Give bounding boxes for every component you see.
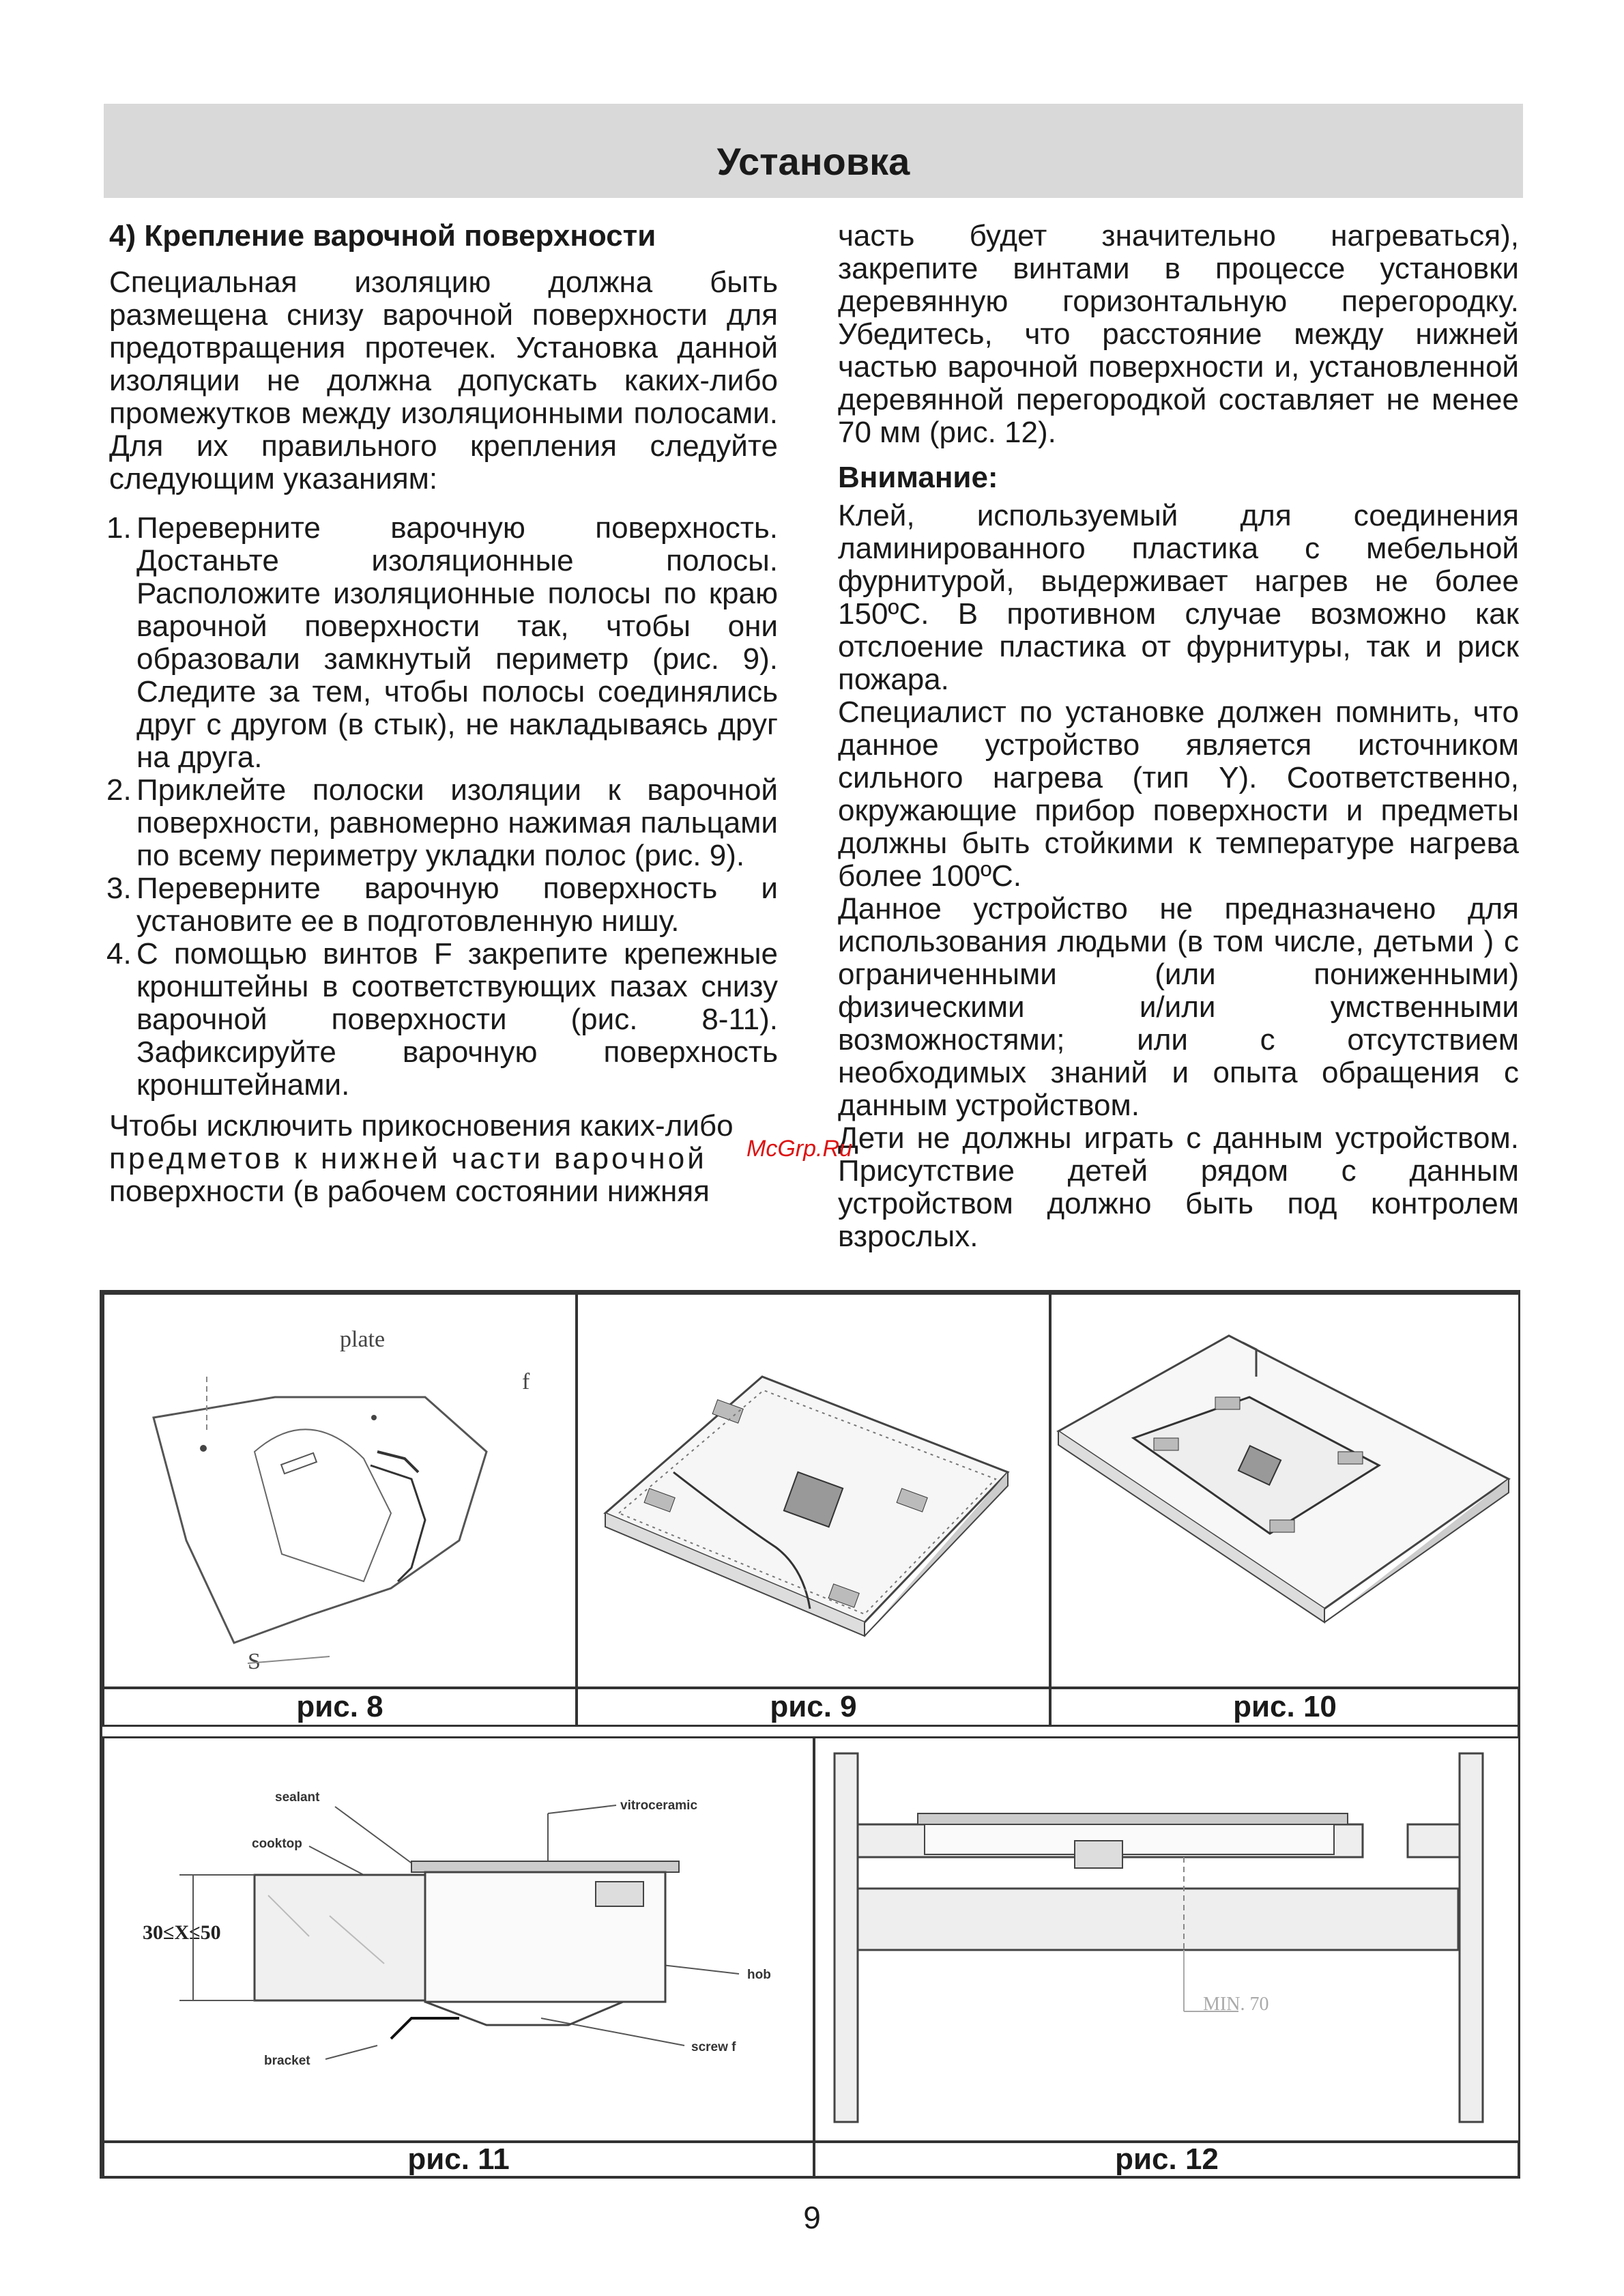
continuation-paragraph: часть будет значительно нагреваться), закрепите винтами в процессе установки деревянную горизонтальную перегородку. Убедитесь, что расстояние между нижней частью варочной поверхности и, установленной деревянной перегородкой составляет не менее 70 мм (рис. 12). (838, 219, 1519, 449)
step-text: С помощью винтов F закрепите крепежные кронштейны в соответствующих пазах снизу варочной поверхности (рис. 8-11). Зафиксируйте варочную поверхность кронштейнами. (136, 937, 778, 1102)
right-column (838, 220, 1519, 1253)
fig8-label-plate: plate (340, 1327, 386, 1352)
section-title: Установка (716, 140, 910, 183)
attention-heading: Внимание: (838, 461, 998, 494)
fig8-label-s: S (248, 1649, 261, 1674)
fig11-label-hob: hob (747, 1968, 771, 1982)
figure-12-drawing (815, 1738, 1518, 2141)
step-text: Переверните варочную поверхность. Достаньте изоляционные полосы. Расположите изоляционные полосы по краю варочной поверхности так, чтобы они образовали замкнутый периметр (рис. 9). Следите за тем, чтобы полосы соединялись друг с другом (в стык), не накладываясь друг на друга. (136, 511, 778, 774)
attention-paragraph: Дети не должны играть с данным устройством. Присутствие детей рядом с данным устройством должно быть под контролем взрослых. (838, 1121, 1519, 1253)
left-column (106, 219, 778, 1208)
step-text: Приклейте полоски изоляции к варочной поверхности, равномерно нажимая пальцами по всему периметру укладки полос (рис. 9). (136, 773, 778, 872)
attention-paragraph: Клей, используемый для соединения ламинированного пластика с мебельной фурнитурой, выдерживает нагрев не более 150ºС. В противном случае возможно как отслоение пластика от фурнитуры, так и риск пожара. (838, 499, 1519, 696)
fig11-label-bracket: bracket (264, 2054, 310, 2068)
section-header-bar (104, 104, 1523, 198)
figure-12-caption: рис. 12 (1115, 2142, 1219, 2176)
figure-8-caption-box (102, 1687, 577, 1727)
fig11-label-dimension: 30≤X≤50 (143, 1921, 221, 1944)
figure-12 (813, 1736, 1520, 2143)
step-item (106, 872, 778, 938)
section-heading: 4) Крепление варочной поверхности (109, 219, 656, 253)
closing-line: предметов к нижней части варочной (109, 1142, 707, 1175)
figure-11-drawing (104, 1738, 813, 2141)
closing-line: Чтобы исключить прикосновения каких-либо (109, 1109, 734, 1143)
figure-8 (102, 1293, 577, 1689)
step-item (106, 511, 778, 774)
figure-10-caption: рис. 10 (1233, 1690, 1337, 1723)
attention-paragraph: Специалист по установке должен помнить, что данное устройство является источником сильного нагрева (тип Y). Соответственно, окружающие прибор поверхности и предметы должны быть стойкими к температуре нагрева более 100ºС. (838, 695, 1519, 893)
fig11-label-sealant: sealant (275, 1790, 320, 1805)
figure-11-caption: рис. 11 (407, 2142, 510, 2176)
figure-11-caption-box (102, 2140, 815, 2179)
closing-line: поверхности (в рабочем состоянии нижняя (109, 1175, 710, 1208)
step-text: Переверните варочную поверхность и установите ее в подготовленную нишу. (136, 872, 778, 938)
fig8-label-f: f (522, 1369, 530, 1394)
figure-12-caption-box (813, 2140, 1520, 2179)
fig11-label-vitroceramic: vitroceramic (620, 1798, 698, 1813)
step-item (106, 937, 778, 1102)
closing-paragraph (109, 1110, 778, 1208)
figure-10-caption-box (1049, 1687, 1520, 1727)
fig12-label-min: MIN. 70 (1203, 1994, 1269, 2015)
installation-steps (106, 511, 778, 1102)
figure-10-drawing (1052, 1295, 1518, 1687)
figures-grid (100, 1290, 1520, 2179)
watermark: McGrp.Ru (746, 1136, 852, 1162)
fig11-label-screw: screw f (691, 2040, 736, 2054)
figure-8-drawing (104, 1295, 575, 1687)
intro-paragraph: Специальная изоляцию должна быть размещена снизу варочной поверхности для предотвращения протечек. Установка данной изоляции не должна допускать каких-либо промежутков между изоляционными полосами. Для их правильного крепления следуйте следующим указаниям: (109, 266, 778, 496)
figure-9 (576, 1293, 1051, 1689)
figure-8-caption: рис. 8 (296, 1690, 383, 1723)
fig11-label-cooktop: cooktop (252, 1837, 302, 1851)
figure-9-caption: рис. 9 (770, 1690, 857, 1723)
step-number: 3. (106, 872, 132, 905)
step-item (106, 773, 778, 872)
step-number: 2. (106, 773, 132, 807)
attention-paragraph: Данное устройство не предназначено для использования людьми (в том числе, детьми ) с ограниченными (или пониженными) физическими и/или умственными возможностями; или с отсутствием необходимых знаний и опыта обращения с данным устройством. (838, 892, 1519, 1122)
figure-11 (102, 1736, 815, 2143)
figure-10 (1049, 1293, 1520, 1689)
page-number: 9 (803, 2200, 821, 2235)
step-number: 4. (106, 937, 132, 971)
figure-9-drawing (578, 1295, 1049, 1687)
step-number: 1. (106, 511, 132, 545)
figure-9-caption-box (576, 1687, 1051, 1727)
